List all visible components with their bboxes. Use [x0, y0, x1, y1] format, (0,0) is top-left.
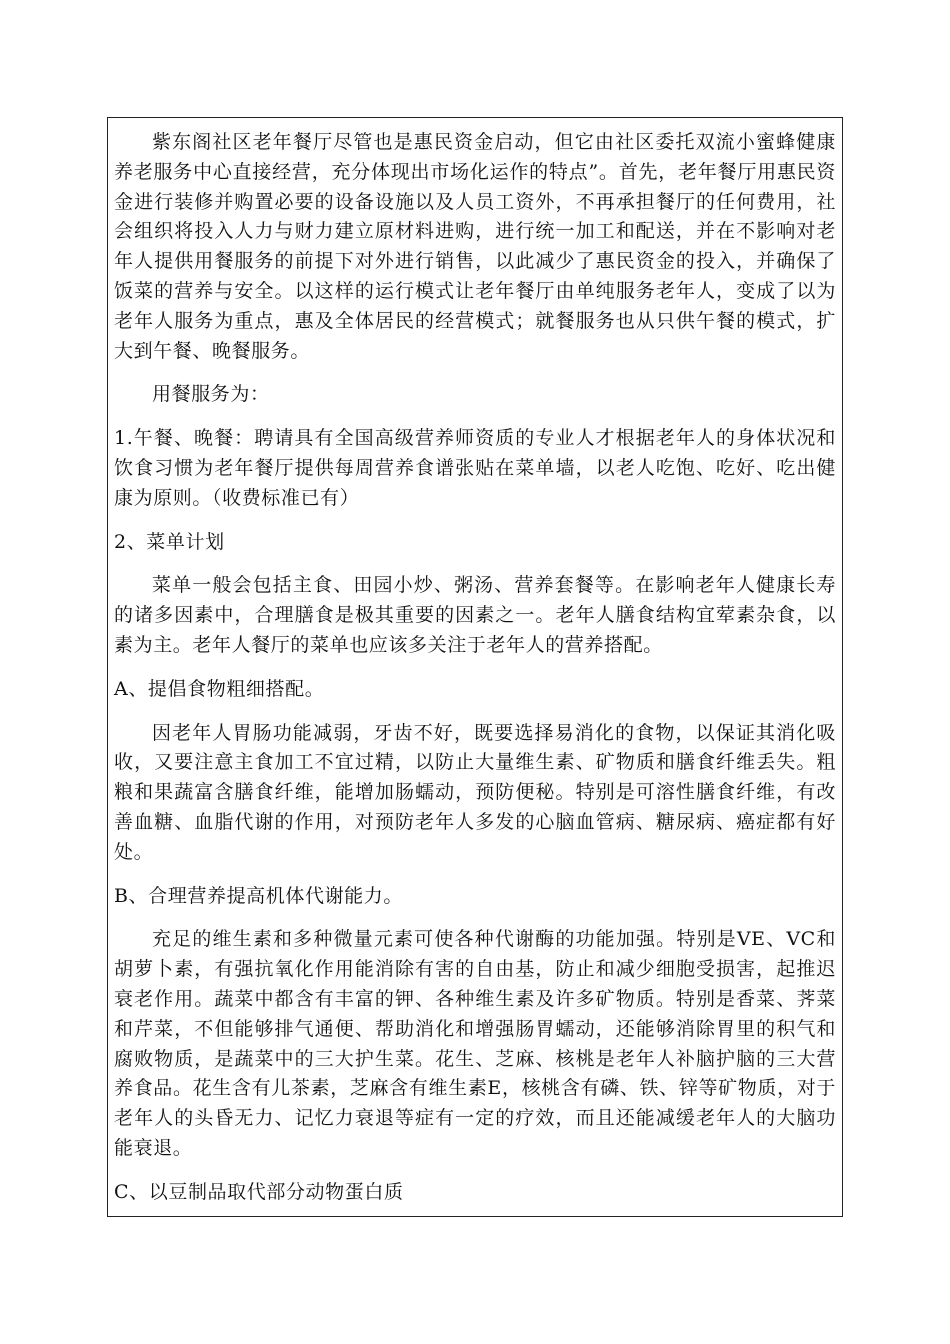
section-heading-a: A、提倡食物粗细搭配。 [114, 677, 325, 700]
document-body [114, 128, 836, 1222]
section-heading-c: C、以豆制品取代部分动物蛋白质 [114, 1180, 404, 1203]
section-heading-menu-plan: 2、菜单计划 [114, 530, 225, 553]
paragraph-b: 充足的维生素和多种微量元素可使各种代谢酶的功能加强。特别是VE、VC和胡萝卜素，有强抗氧化作用能消除有害的自由基，防止和减少细胞受损害，起推迟衰老作用。蔬菜中都含有丰富的钾、各种维生素及许多矿物质。特别是香菜、荠菜和芹菜，不但能够排气通便、帮助消化和增强肠胃蠕动，还能够消除胃里的积气和腐败物质，是蔬菜中的三大护生菜。花生、芝麻、核桃是老年人补脑护脑的三大营养食品。花生含有儿茶素，芝麻含有维生素E，核桃含有磷、铁、锌等矿物质，对于老年人的头昏无力、记忆力衰退等症有一定的疗效，而且还能减缓老年人的大脑功能衰退。 [114, 928, 836, 1159]
paragraph-a: 因老年人胃肠功能减弱，牙齿不好，既要选择易消化的食物，以保证其消化吸收，又要注意主食加工不宜过精，以防止大量维生素、矿物质和膳食纤维丢失。粗粮和果蔬富含膳食纤维，能增加肠蠕动，预防便秘。特别是可溶性膳食纤维，有改善血糖、血脂代谢的作用，对预防老年人多发的心脑血管病、糖尿病、癌症都有好处。 [114, 721, 836, 863]
paragraph-menu-plan: 菜单一般会包括主食、田园小炒、粥汤、营养套餐等。在影响老年人健康长寿的诸多因素中，合理膳食是极其重要的因素之一。老年人膳食结构宜荤素杂食，以素为主。老年人餐厅的菜单也应该多关注于老年人的营养搭配。 [114, 574, 836, 656]
paragraph-service-heading: 用餐服务为： [152, 383, 270, 406]
paragraph-intro: 紫东阁社区老年餐厅尽管也是惠民资金启动，但它由社区委托双流小蜜蜂健康养老服务中心直接经营，充分体现出市场化运作的特点”。首先，老年餐厅用惠民资金进行装修并购置必要的设备设施以及人员工资外，不再承担餐厅的任何费用，社会组织将投入人力与财力建立原材料进购，进行统一加工和配送，并在不影响对老年人提供用餐服务的前提下对外进行销售，以此减少了惠民资金的投入，并确保了饭菜的营养与安全。以这样的运行模式让老年餐厅由单纯服务老年人，变成了以为老年人服务为重点，惠及全体居民的经营模式；就餐服务也从只供午餐的模式，扩大到午餐、晚餐服务。 [114, 131, 836, 362]
section-heading-b: B、合理营养提高机体代谢能力。 [114, 884, 403, 907]
paragraph-lunch-dinner: 1.午餐、晚餐：聘请具有全国高级营养师资质的专业人才根据老年人的身体状况和饮食习惯为老年餐厅提供每周营养食谱张贴在菜单墙，以老人吃饱、吃好、吃出健康为原则。（收费标准已有） [114, 427, 836, 509]
